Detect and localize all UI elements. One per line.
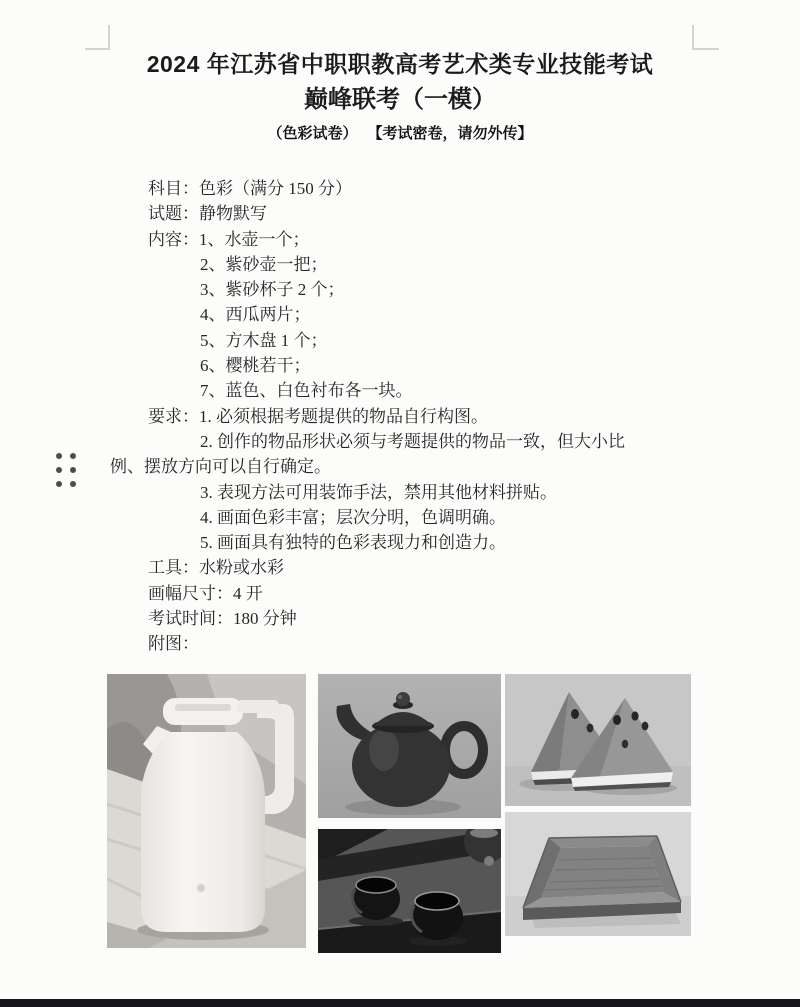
figures-label: 附图： <box>148 634 199 654</box>
figure-cups-photo <box>318 829 501 953</box>
content-item: 6、樱桃若干； <box>200 356 311 376</box>
requirements-row-1 <box>148 404 758 429</box>
exam-body <box>110 176 758 657</box>
requirement-line: 4. 画面色彩丰富；层次分明，色调明确。 <box>200 507 506 527</box>
title-block <box>0 47 800 147</box>
content-item: 3、紫砂杯子 2 个； <box>200 280 345 300</box>
cups-image <box>318 829 501 953</box>
content-item: 4、西瓜两片； <box>200 305 311 325</box>
attached-figures <box>107 674 691 954</box>
tray-image <box>505 812 691 936</box>
duration-value: 180 分钟 <box>233 609 297 629</box>
paper-type-label: （色彩试卷） <box>267 125 358 142</box>
duration-label: 考试时间： <box>148 609 233 629</box>
requirements-label: 要求： <box>148 406 199 426</box>
topic-label: 试题： <box>148 204 199 224</box>
watermelon-image <box>505 674 691 806</box>
subtitle <box>0 121 800 147</box>
tools-value: 水粉或水彩 <box>199 558 284 578</box>
topic-row <box>148 201 758 226</box>
exam-title-line1: 2024 年江苏省中职职教高考艺术类专业技能考试 <box>146 51 654 77</box>
size-row <box>148 581 758 606</box>
teapot-image <box>318 674 501 818</box>
tools-row <box>148 555 758 580</box>
kettle-image <box>107 674 306 948</box>
figure-teapot-photo <box>318 674 501 818</box>
requirement-line: 3. 表现方法可用装饰手法，禁用其他材料拼贴。 <box>200 482 557 502</box>
content-label: 内容： <box>148 229 199 249</box>
bottom-bar <box>0 999 800 1007</box>
subject-value: 色彩（满分 150 分） <box>199 179 352 198</box>
content-item: 1、水壶一个； <box>199 229 310 249</box>
requirement-line: 5. 画面具有独特的色彩表现力和创造力。 <box>200 533 506 553</box>
tools-label: 工具： <box>148 558 199 578</box>
content-item: 5、方木盘 1 个； <box>200 330 328 350</box>
requirement-line: 2. 创作的物品形状必须与考题提供的物品一致，但大小比 <box>200 431 625 451</box>
topic-value: 静物默写 <box>199 204 267 224</box>
subject-label: 科目： <box>148 179 199 198</box>
content-item: 7、蓝色、白色衬布各一块。 <box>200 381 413 401</box>
subject-row <box>148 176 758 201</box>
requirement-line-continuation: 例、摆放方向可以自行确定。 <box>110 457 331 477</box>
content-row-1 <box>148 227 758 252</box>
content-item: 2、紫砂壶一把； <box>200 254 328 274</box>
figure-kettle-photo <box>107 674 306 948</box>
requirement-line: 1. 必须根据考题提供的物品自行构图。 <box>199 406 488 426</box>
confidential-label: 【考试密卷，请勿外传】 <box>367 125 533 142</box>
drag-handle-icon[interactable] <box>56 453 76 487</box>
duration-row <box>148 606 758 631</box>
size-label: 画幅尺寸： <box>148 583 233 603</box>
exam-title-line2: 巅峰联考（一模） <box>304 86 496 113</box>
figures-label-row <box>148 631 758 656</box>
size-value: 4 开 <box>233 583 263 603</box>
figure-tray-photo <box>505 812 691 936</box>
figure-watermelon-photo <box>505 674 691 806</box>
